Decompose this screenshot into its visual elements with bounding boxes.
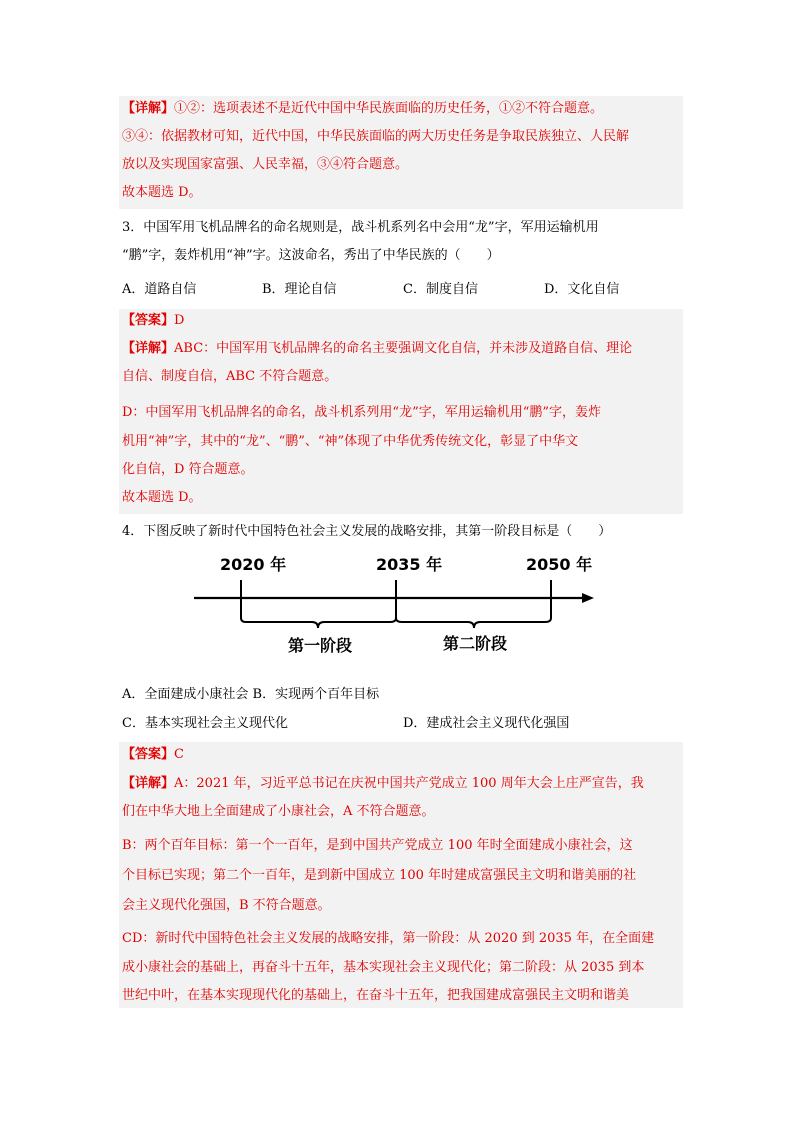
conclusion-line: 故本题选 D。: [122, 490, 202, 505]
explanation-line: 机用“神”字，其中的“龙”、“鹏”、“神”体现了中华优秀传统文化，彰显了中华文: [122, 434, 579, 449]
answer-line: [122, 745, 184, 765]
explanation-line: 放以及实现国家富强、人民幸福，③④符合题意。: [122, 157, 409, 172]
question-4-stem: 4．下图反映了新时代中国特色社会主义发展的战略安排，其第一阶段目标是（ ）: [122, 524, 612, 539]
option-c: C．制度自信: [403, 282, 478, 297]
explanation-line: 自信、制度自信，ABC 不符合题意。: [122, 369, 338, 384]
year-label-2035: 2035 年: [376, 555, 443, 574]
answer-tag: 【答案】: [122, 313, 175, 328]
option-d: D．文化自信: [544, 282, 620, 297]
detail-tag: 【详解】: [122, 101, 175, 116]
explanation-line: 个目标已实现；第二个一百年，是到新中国成立 100 年时建成富强民主文明和谐美丽的社: [122, 868, 637, 883]
explanation-line: 成小康社会的基础上，再奋斗十五年，基本实现社会主义现代化；第二阶段：从 2035 到本: [122, 960, 645, 975]
option-c: C．基本实现社会主义现代化: [122, 716, 288, 731]
answer-value: D: [174, 313, 185, 328]
year-label-2050: 2050 年: [526, 555, 593, 574]
explanation-line: 们在中华大地上全面建成了小康社会，A 不符合题意。: [122, 804, 435, 819]
answer-value: C: [174, 747, 184, 762]
answer-line: [122, 311, 184, 331]
explanation-line: ③④：依据教材可知，近代中国，中华民族面临的两大历史任务是争取民族独立、人民解: [122, 129, 630, 144]
explanation-line: [122, 339, 632, 359]
timeline-diagram: [190, 548, 600, 663]
explanation-line: 会主义现代化强国，B 不符合题意。: [122, 898, 331, 913]
detail-text: ①②：选项表述不是近代中国中华民族面临的历史任务，①②不符合题意。: [174, 101, 604, 116]
option-b: B．理论自信: [262, 282, 337, 297]
explanation-line: 世纪中叶，在基本实现现代化的基础上，在奋斗十五年，把我国建成富强民主文明和谐美: [122, 988, 630, 1003]
stage-1-label: 第一阶段: [288, 636, 353, 655]
question-3-stem: “鹏”字，轰炸机用“神”字。这波命名，秀出了中华民族的（ ）: [122, 248, 500, 263]
detail-text: ABC：中国军用飞机品牌名的命名主要强调文化自信，并未涉及道路自信、理论: [174, 341, 633, 356]
stage-2-label: 第二阶段: [443, 634, 508, 653]
explanation-line: D：中国军用飞机品牌名的命名，战斗机系列用“龙”字，军用运输机用“鹏”字，轰炸: [122, 405, 602, 420]
detail-text: A：2021 年，习近平总书记在庆祝中国共产党成立 100 周年大会上庄严宣告，我: [174, 776, 644, 791]
conclusion-line: 故本题选 D。: [122, 185, 202, 200]
option-a-b: A．全面建成小康社会 B．实现两个百年目标: [122, 687, 380, 702]
explanation-line: 化自信，D 符合题意。: [122, 462, 254, 477]
option-a: A．道路自信: [122, 282, 197, 297]
explanation-line: [122, 99, 603, 119]
explanation-line: CD：新时代中国特色社会主义发展的战略安排，第一阶段：从 2020 到 2035 年，在全面建: [122, 931, 655, 946]
option-d: D．建成社会主义现代化强国: [403, 716, 570, 731]
timeline-arrow-icon: [582, 593, 594, 603]
stage-2-brace: [396, 618, 551, 628]
stage-1-brace: [241, 618, 396, 628]
detail-tag: 【详解】: [122, 341, 175, 356]
answer-tag: 【答案】: [122, 747, 175, 762]
year-label-2020: 2020 年: [220, 555, 287, 574]
detail-tag: 【详解】: [122, 776, 175, 791]
question-3-stem: 3．中国军用飞机品牌名的命名规则是，战斗机系列名中会用“龙”字，军用运输机用: [122, 220, 599, 235]
explanation-line: B：两个百年目标：第一个一百年，是到中国共产党成立 100 年时全面建成小康社会，这: [122, 838, 633, 853]
explanation-line: [122, 774, 644, 794]
